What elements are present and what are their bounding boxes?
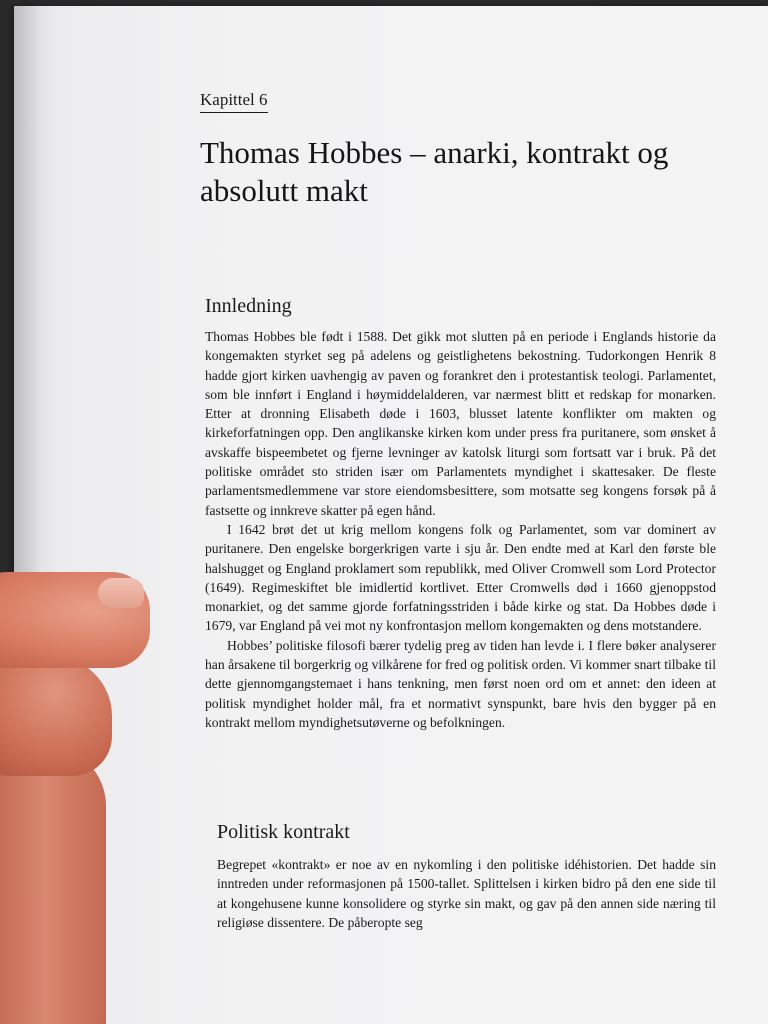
chapter-label: Kapittel 6 bbox=[200, 90, 268, 113]
section-heading-politisk-kontrakt: Politisk kontrakt bbox=[217, 821, 350, 843]
section-body-politisk-kontrakt bbox=[217, 855, 716, 932]
book-page bbox=[14, 6, 768, 1024]
chapter-title: Thomas Hobbes – anarki, kontrakt og absolutt makt bbox=[200, 135, 669, 208]
section-heading-innledning: Innledning bbox=[205, 295, 292, 317]
page-gutter bbox=[14, 6, 40, 1024]
paragraph: I 1642 brøt det ut krig mellom kongens folk og Parlamentet, som var dominert av puritanere. Den engelske borgerkrigen varte i sju år. Den endte med at Karl den første ble halshugget og England proklamert som republikk, med Oliver Cromwell som Lord Protector (1649). Regimeskiftet ble imidlertid kortlivet. Etter Cromwells død i 1660 gjenoppstod monarkiet, og det samme gjorde forfatningsstriden i både kirke og stat. Da Hobbes døde i 1679, var England på vei mot ny konfrontasjon mellom kongemakten og dens motstandere. bbox=[205, 521, 716, 634]
paragraph: Hobbes’ politiske filosofi bærer tydelig preg av tiden han levde i. I flere bøker analyserer han årsakene til borgerkrig og vilkårene for fred og politisk orden. Vi kommer snart tilbake til dette gjennomgangstemaet i hans tenkning, men først noen ord om et annet: den ideen at politisk myndighet holder mål, fra et normativt synspunkt, bare hvis den bygger på en kontrakt mellom myndighetsutøverne og befolkningen. bbox=[205, 637, 716, 730]
section-body-innledning bbox=[205, 327, 716, 732]
paragraph: Begrepet «kontrakt» er noe av en nykomling i den politiske idéhistorien. Det hadde sin inntreden under reformasjonen på 1500-tallet. Splittelsen i kirken bidro på den ene side til at kongehusene kunne konsolidere og styrke sin makt, og gav på den annen side næring til religiøse dissentere. De påberopte seg bbox=[217, 857, 716, 930]
paragraph: Thomas Hobbes ble født i 1588. Det gikk mot slutten på en periode i Englands historie da kongemakten styrket seg på adelens og geistlighetens bekostning. Tudorkongen Henrik 8 hadde gjort kirken uavhengig av paven og forankret den i protestantisk teologi. Parlamentet, som ble innført i England i høymiddelalderen, var nærmest blitt et redskap for monarken. Etter at dronning Elisabeth døde i 1603, blusset latente konflikter om makten og kirkeforfatningen opp. Den anglikanske kirken kom under press fra puritanere, som ønsket å avskaffe bispeembetet og fjerne levninger av katolsk liturgi som fortsatt var i bruk. På det politiske området sto striden især om Parlamentets myndighet i skattesaker. De fleste parlamentsmedlemmene var store eiendomsbesittere, som motsatte seg kongens forsøk på å fastsette og innkreve skatter på egen hånd. bbox=[205, 329, 716, 518]
